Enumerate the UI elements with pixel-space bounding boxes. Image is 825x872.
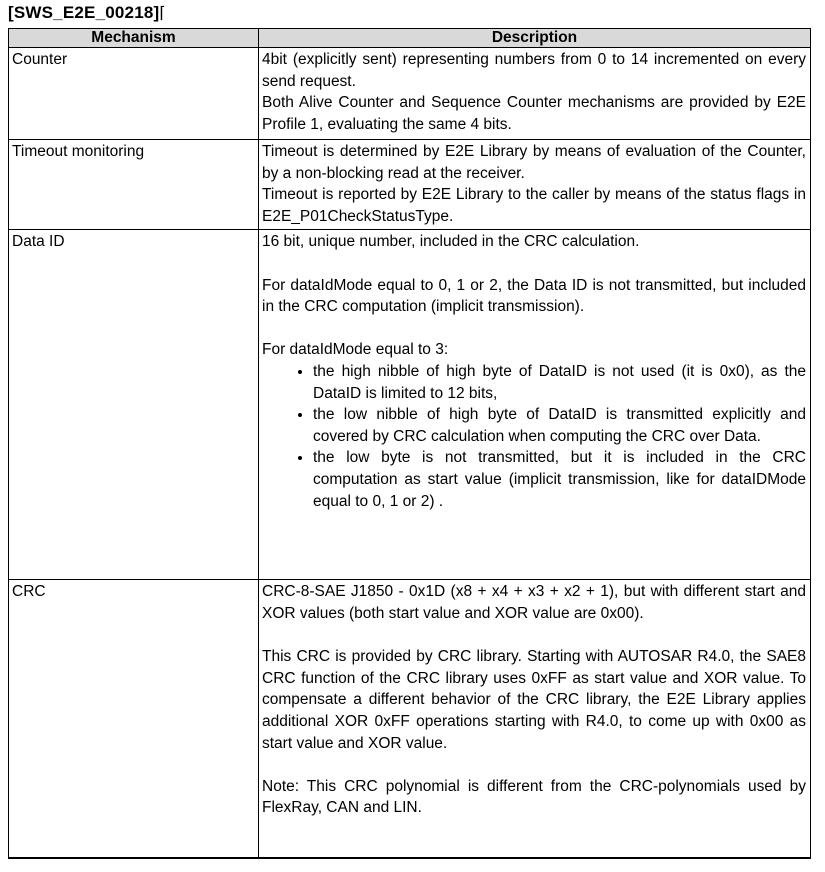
mechanism-cell-timeout-monitoring: Timeout monitoring [9,140,259,230]
bullet-list [262,361,806,512]
description-paragraph: This CRC is provided by CRC library. Starting with AUTOSAR R4.0, the SAE8 CRC function of the CRC library uses 0xFF as start value and XOR value. To compensate a different behavior of the CRC library, the E2E Library applies additional XOR 0xFF operations starting with R4.0, to come up with 0x00 as start value and XOR value. [262,648,806,752]
description-cell-crc [259,580,811,858]
description-paragraph: CRC-8-SAE J1850 - 0x1D (x8 + x4 + x3 + x2 + 1), but with different start and XOR values (both start value and XOR value are 0x00). [262,583,806,622]
description-paragraph: Note: This CRC polynomial is different from the CRC-polynomials used by FlexRay, CAN and LIN. [262,777,806,817]
table-row [9,580,811,858]
description-paragraph: Both Alive Counter and Sequence Counter mechanisms are provided by E2E Profile 1, evaluating the same 4 bits. [262,94,806,133]
mechanism-cell-crc: CRC [9,580,259,858]
description-paragraph: Timeout is determined by E2E Library by means of evaluation of the Counter, by a non-blocking read at the receiver. [262,143,806,182]
bullet-item: • the high nibble of high byte of DataID is not used (it is 0x0), as the DataID is limited to 12 bits, [313,361,806,404]
left-ceiling-mark: ⌈ [159,5,166,22]
bullet-item: • the low nibble of high byte of DataID is transmitted explicitly and covered by CRC calculation when computing the CRC over Data. [313,404,806,447]
mechanism-description-table [8,28,811,859]
description-cell-data-id [259,230,811,580]
description-paragraph: Timeout is reported by E2E Library to the caller by means of the status flags in E2E_P01CheckStatusType. [262,186,806,225]
description-paragraph: 4bit (explicitly sent) representing numbers from 0 to 14 incremented on every send request. [262,51,806,90]
table-row [9,48,811,140]
table-row [9,140,811,230]
description-cell-timeout-monitoring [259,140,811,230]
table-row [9,230,811,580]
mechanism-cell-data-id: Data ID [9,230,259,580]
bullet-item: • the low byte is not transmitted, but it is included in the CRC computation as start value (implicit transmission, like for dataIDMode equal to 0, 1 or 2) . [313,447,806,512]
mechanism-cell-counter: Counter [9,48,259,140]
description-cell-counter [259,48,811,140]
page-title [8,2,810,25]
table-header-row [9,29,811,48]
column-header-mechanism: Mechanism [9,29,259,48]
column-header-description: Description [259,29,811,48]
description-paragraph: For dataIdMode equal to 3: [262,341,449,359]
requirement-id: [SWS_E2E_00218] [8,3,160,22]
description-paragraph: For dataIdMode equal to 0, 1 or 2, the Data ID is not transmitted, but included in the CRC computation (implicit transmission). [262,276,806,316]
description-paragraph: 16 bit, unique number, included in the CRC calculation. [262,233,640,251]
